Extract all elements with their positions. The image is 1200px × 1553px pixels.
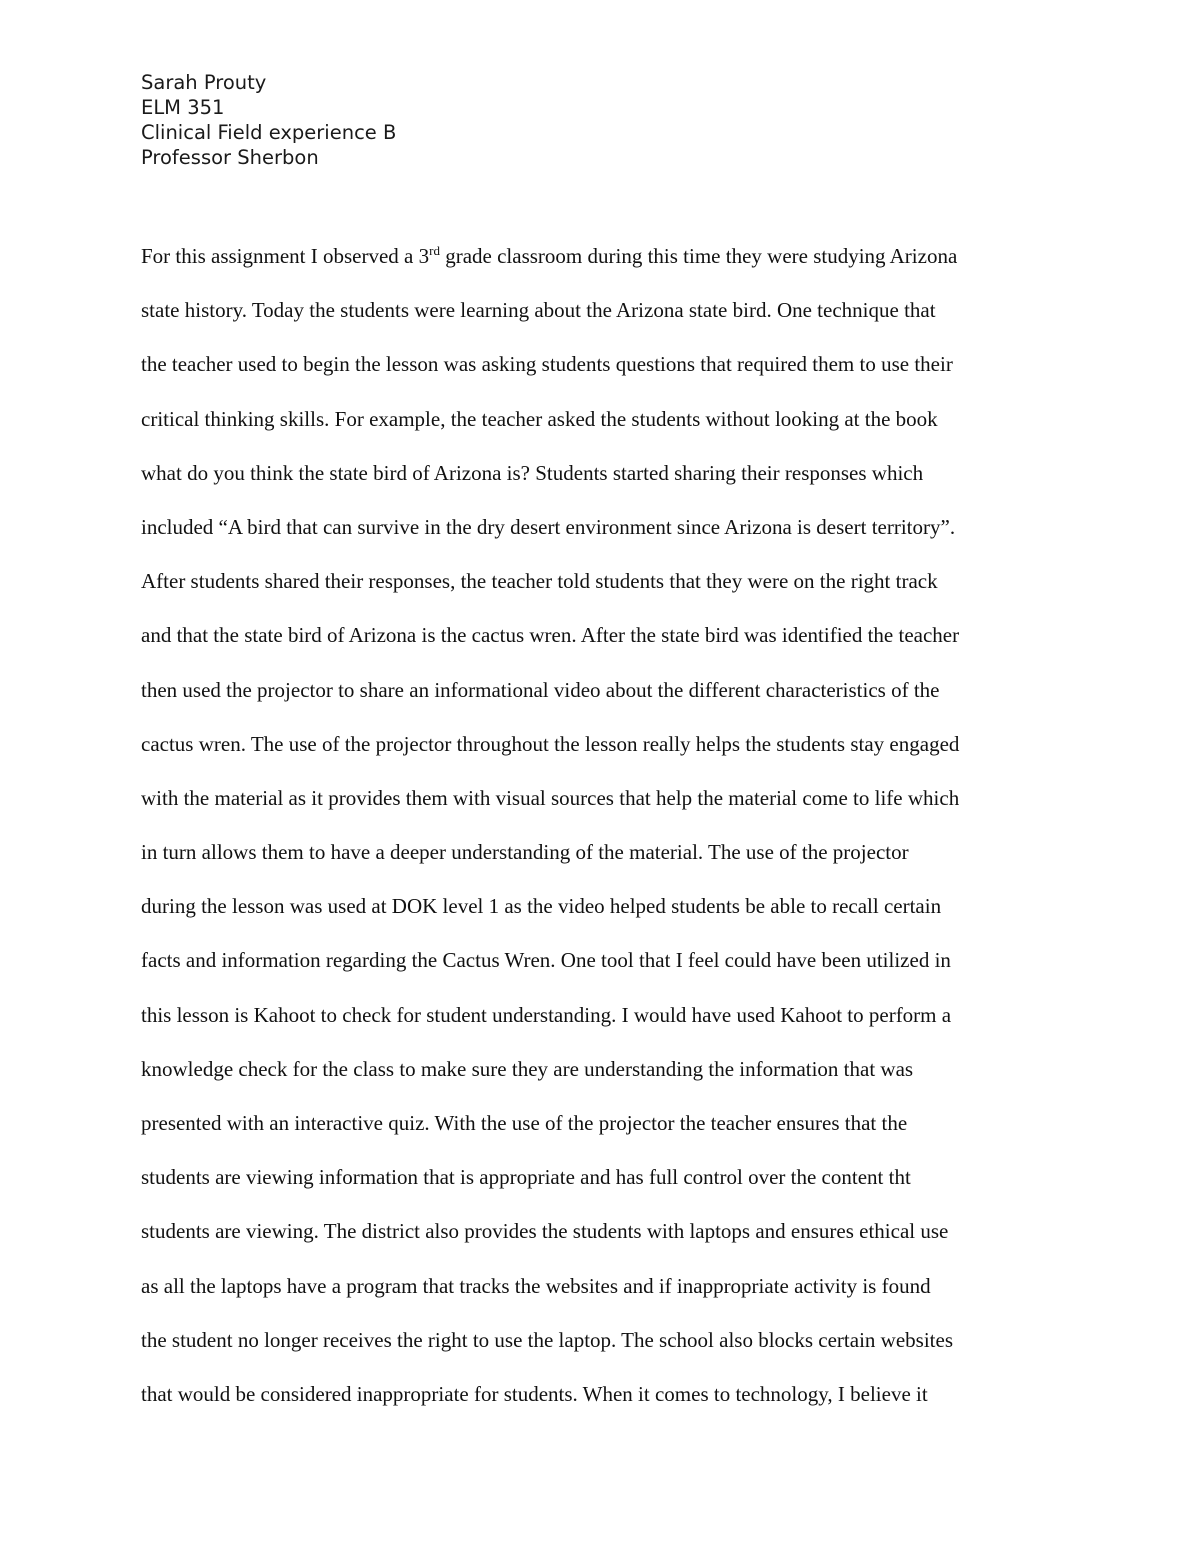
paragraph-line-start: For this assignment I observed a 3 bbox=[141, 244, 430, 268]
paragraph-line: and that the state bird of Arizona is the cactus wren. After the state bird was identified the teacher bbox=[141, 623, 960, 648]
paragraph-line: knowledge check for the class to make sure they are understanding the information that was bbox=[141, 1056, 914, 1081]
paragraph-line: in turn allows them to have a deeper understanding of the material. The use of the projector bbox=[141, 840, 909, 865]
document-header bbox=[141, 70, 396, 170]
course-code: ELM 351 bbox=[141, 96, 225, 119]
paragraph-line: state history. Today the students were learning about the Arizona state bird. One technique that bbox=[141, 298, 936, 323]
paragraph-line: critical thinking skills. For example, the teacher asked the students without looking at the book bbox=[141, 406, 938, 431]
paragraph-line: the student no longer receives the right to use the laptop. The school also blocks certain websites bbox=[141, 1327, 953, 1352]
paragraph-line: the teacher used to begin the lesson was asking students questions that required them to use their bbox=[141, 352, 953, 377]
ordinal-superscript: rd bbox=[429, 243, 440, 258]
paragraph-line: included “A bird that can survive in the dry desert environment since Arizona is desert territory”. bbox=[141, 514, 956, 539]
paragraph-line: students are viewing information that is appropriate and has full control over the content tht bbox=[141, 1165, 911, 1190]
paragraph-line: what do you think the state bird of Arizona is? Students started sharing their responses which bbox=[141, 460, 924, 485]
paragraph-line: facts and information regarding the Cactus Wren. One tool that I feel could have been utilized in bbox=[141, 948, 951, 973]
paragraph-line: as all the laptops have a program that tracks the websites and if inappropriate activity is found bbox=[141, 1273, 931, 1298]
paragraph-line bbox=[141, 234, 1071, 288]
paragraph-line: students are viewing. The district also provides the students with laptops and ensures ethical use bbox=[141, 1219, 949, 1244]
paragraph-line: this lesson is Kahoot to check for student understanding. I would have used Kahoot to perform a bbox=[141, 1002, 952, 1027]
professor-name: Professor Sherbon bbox=[141, 146, 319, 169]
paragraph-line: during the lesson was used at DOK level 1 as the video helped students be able to recall certain bbox=[141, 894, 942, 919]
author-name: Sarah Prouty bbox=[141, 71, 267, 94]
paragraph-line: After students shared their responses, the teacher told students that they were on the right track bbox=[141, 569, 938, 594]
assignment-title: Clinical Field experience B bbox=[141, 121, 397, 144]
paragraph-line: then used the projector to share an informational video about the different characteristics of the bbox=[141, 677, 940, 702]
paragraph-line: presented with an interactive quiz. With the use of the projector the teacher ensures that the bbox=[141, 1111, 908, 1135]
paragraph-line-end: grade classroom during this time they were studying Arizona bbox=[439, 244, 958, 268]
paragraph-line: with the material as it provides them with visual sources that help the material come to life which bbox=[141, 785, 960, 810]
paragraph-line: cactus wren. The use of the projector throughout the lesson really helps the students stay engaged bbox=[141, 731, 960, 756]
paragraph-line: that would be considered inappropriate for students. When it comes to technology, I believe it bbox=[141, 1381, 928, 1406]
essay-body bbox=[141, 234, 1071, 1426]
